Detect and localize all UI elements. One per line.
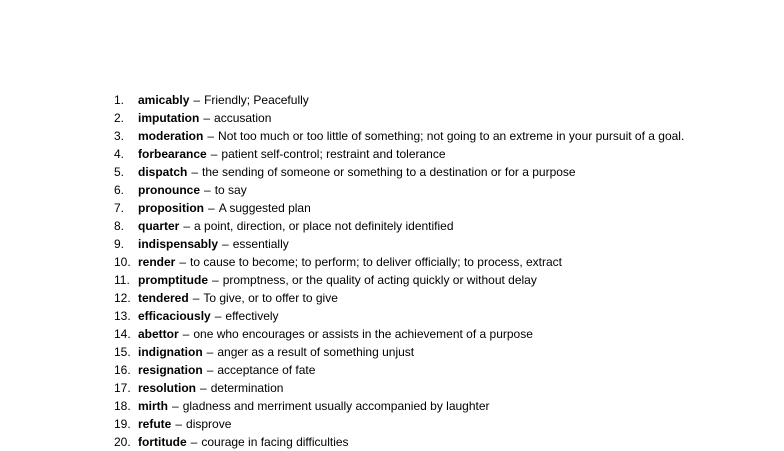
vocabulary-item	[114, 253, 684, 271]
vocabulary-definition: gladness and merriment usually accompanied by laughter	[182, 399, 490, 413]
vocabulary-term: forbearance	[138, 147, 207, 161]
term-separator: –	[179, 255, 187, 269]
item-number: 2.	[114, 111, 125, 125]
item-number: 8.	[114, 219, 125, 233]
vocabulary-item	[114, 379, 684, 397]
item-number: 18.	[114, 399, 131, 413]
term-separator: –	[172, 399, 179, 413]
vocabulary-item	[114, 271, 684, 289]
vocabulary-term: amicably	[138, 93, 190, 107]
item-number: 10.	[114, 255, 131, 269]
vocabulary-definition: acceptance of fate	[217, 363, 316, 377]
term-separator: –	[206, 345, 214, 359]
vocabulary-term: proposition	[138, 201, 204, 215]
item-number: 9.	[114, 237, 125, 251]
term-separator: –	[190, 435, 198, 449]
vocabulary-item	[114, 109, 684, 127]
item-number: 13.	[114, 309, 131, 323]
term-separator: –	[183, 219, 191, 233]
term-separator: –	[191, 165, 199, 179]
term-separator: –	[207, 129, 215, 143]
vocabulary-term: efficaciously	[138, 309, 211, 323]
vocabulary-definition: A suggested plan	[218, 201, 311, 215]
vocabulary-definition: the sending of someone or something to a destination or for a purpose	[202, 165, 576, 179]
vocabulary-term: moderation	[138, 129, 204, 143]
vocabulary-definition: promptness, or the quality of acting quickly or without delay	[222, 273, 537, 287]
term-separator: –	[175, 417, 183, 431]
term-separator: –	[193, 93, 201, 107]
term-separator: –	[192, 291, 200, 305]
vocabulary-definition: to say	[214, 183, 247, 197]
vocabulary-term: imputation	[138, 111, 200, 125]
term-separator: –	[212, 273, 219, 287]
vocabulary-term: tendered	[138, 291, 189, 305]
vocabulary-definition: courage in facing difficulties	[201, 435, 349, 449]
vocabulary-item	[114, 289, 684, 307]
item-number: 16.	[114, 363, 131, 377]
vocabulary-definition: accusation	[214, 111, 272, 125]
vocabulary-definition: patient self-control; restraint and tolerance	[221, 147, 446, 161]
vocabulary-term: mirth	[138, 399, 168, 413]
vocabulary-item	[114, 91, 684, 109]
vocabulary-term: pronounce	[138, 183, 200, 197]
vocabulary-definition: determination	[210, 381, 284, 395]
vocabulary-term: render	[138, 255, 176, 269]
vocabulary-item	[114, 397, 684, 415]
vocabulary-item	[114, 145, 684, 163]
item-number: 20.	[114, 435, 131, 449]
item-number: 19.	[114, 417, 131, 431]
item-number: 7.	[114, 201, 125, 215]
vocabulary-definition: anger as a result of something unjust	[217, 345, 415, 359]
item-number: 3.	[114, 129, 125, 143]
vocabulary-item	[114, 433, 684, 451]
vocabulary-term: dispatch	[138, 165, 188, 179]
vocabulary-item	[114, 217, 684, 235]
vocabulary-definition: essentially	[232, 237, 289, 251]
term-separator: –	[222, 237, 229, 251]
vocabulary-definition: disprove	[186, 417, 232, 431]
term-separator: –	[204, 183, 211, 197]
item-number: 11.	[114, 273, 130, 287]
vocabulary-item	[114, 415, 684, 433]
vocabulary-list	[114, 91, 684, 451]
item-number: 6.	[114, 183, 125, 197]
term-separator: –	[182, 327, 190, 341]
vocabulary-item	[114, 307, 684, 325]
term-separator: –	[208, 201, 215, 215]
vocabulary-term: fortitude	[138, 435, 187, 449]
vocabulary-item	[114, 127, 684, 145]
item-number: 5.	[114, 165, 125, 179]
term-separator: –	[203, 111, 211, 125]
vocabulary-term: indispensably	[138, 237, 219, 251]
vocabulary-item	[114, 181, 684, 199]
vocabulary-term: abettor	[138, 327, 179, 341]
vocabulary-definition: Friendly; Peacefully	[204, 93, 309, 107]
vocabulary-term: refute	[138, 417, 172, 431]
term-separator: –	[214, 309, 222, 323]
term-separator: –	[206, 363, 214, 377]
item-number: 12.	[114, 291, 131, 305]
vocabulary-term: indignation	[138, 345, 203, 359]
vocabulary-term: resolution	[138, 381, 197, 395]
vocabulary-definition: one who encourages or assists in the achievement of a purpose	[193, 327, 533, 341]
vocabulary-term: promptitude	[138, 273, 208, 287]
vocabulary-item	[114, 361, 684, 379]
vocabulary-definition: Not too much or too little of something; not going to an extreme in your pursuit of a goal.	[218, 129, 685, 143]
vocabulary-item	[114, 235, 684, 253]
item-number: 4.	[114, 147, 125, 161]
vocabulary-item	[114, 343, 684, 361]
vocabulary-term: resignation	[138, 363, 203, 377]
term-separator: –	[200, 381, 207, 395]
vocabulary-definition: To give, or to offer to give	[203, 291, 338, 305]
vocabulary-item	[114, 199, 684, 217]
term-separator: –	[210, 147, 218, 161]
item-number: 1.	[114, 93, 125, 107]
vocabulary-item	[114, 163, 684, 181]
item-number: 17.	[114, 381, 131, 395]
item-number: 15.	[114, 345, 131, 359]
vocabulary-definition: to cause to become; to perform; to deliver officially; to process, extract	[190, 255, 562, 269]
vocabulary-item	[114, 325, 684, 343]
vocabulary-term: quarter	[138, 219, 180, 233]
vocabulary-definition: effectively	[225, 309, 279, 323]
item-number: 14.	[114, 327, 131, 341]
vocabulary-definition: a point, direction, or place not definitely identified	[194, 219, 454, 233]
